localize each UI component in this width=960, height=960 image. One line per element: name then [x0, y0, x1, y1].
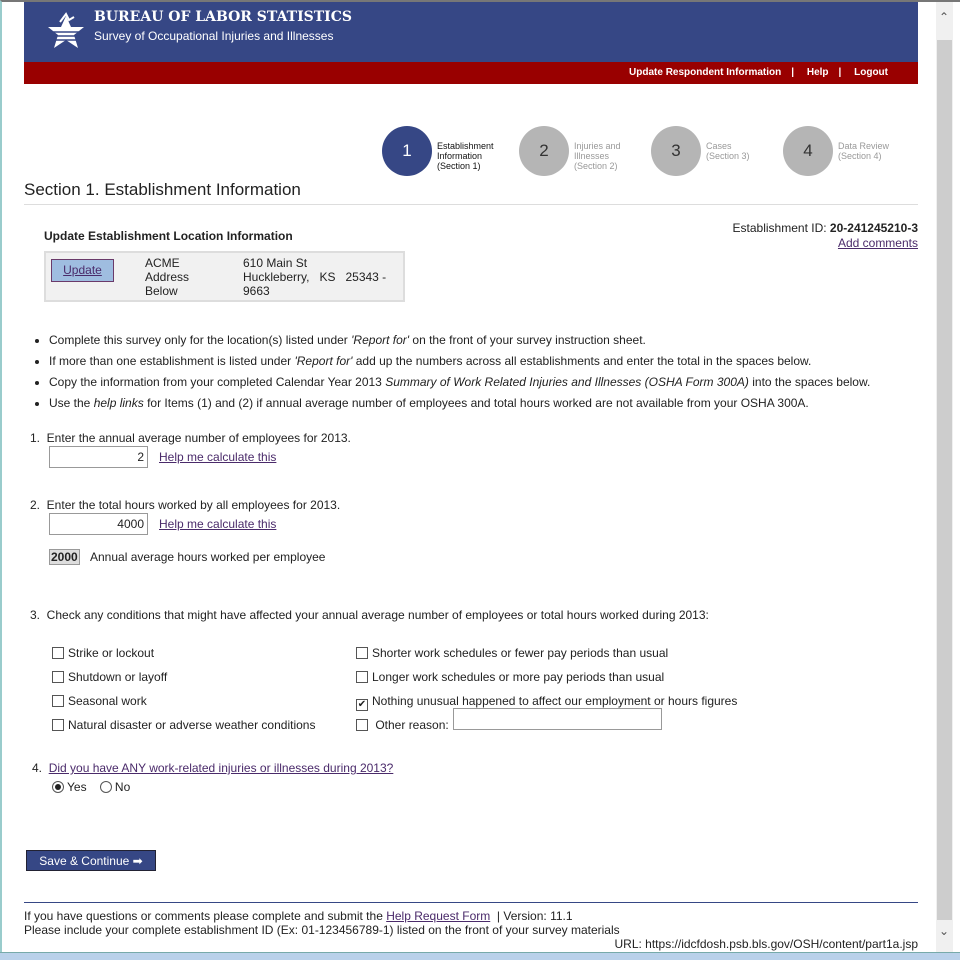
checkbox-shorter[interactable]: Shorter work schedules or fewer pay periods than usual — [356, 641, 737, 665]
establishment-id-value: 20-241245210-3 — [829, 221, 918, 235]
logout-link[interactable]: Logout — [854, 67, 888, 78]
checkbox[interactable] — [356, 671, 368, 683]
section-title: Section 1. Establishment Information — [24, 180, 918, 205]
step-label: Injuries and Illnesses (Section 2) — [574, 141, 621, 171]
checkbox-longer[interactable]: Longer work schedules or more pay periods than usual — [356, 665, 737, 689]
window-bottom-border — [0, 952, 960, 960]
progress-steps — [382, 126, 902, 178]
q3-label: 3. Check any conditions that might have affected your annual average number of employees or total hours worked during 2013: — [30, 608, 709, 622]
step-label: Establishment Information (Section 1) — [437, 141, 494, 171]
save-continue-button[interactable]: Save & Continue ➡ — [26, 850, 156, 871]
step-circle: 3 — [651, 126, 701, 176]
step-circle: 1 — [382, 126, 432, 176]
instruction-item: • Use the help links for Items (1) and (2) if annual average number of employees and total hours worked are not available from your OSHA 300A. — [49, 393, 924, 414]
establishment-id — [733, 221, 918, 251]
scrollbar-thumb[interactable] — [937, 40, 952, 920]
vertical-scrollbar[interactable] — [936, 2, 953, 952]
other-reason-input[interactable] — [453, 708, 662, 730]
q4-definition-link[interactable]: Did you have ANY work-related injuries or illnesses during 2013? — [48, 761, 394, 775]
bls-star-logo-icon — [46, 12, 86, 50]
instruction-item: • Complete this survey only for the location(s) listed under 'Report for' on the front of your survey instruction sheet. — [49, 330, 924, 351]
version: | Version: 11.1 — [496, 909, 573, 923]
step-label: Data Review (Section 4) — [838, 141, 890, 161]
q4-options: Yes No — [52, 780, 130, 794]
checkbox[interactable] — [52, 695, 64, 707]
q1-label: 1. Enter the annual average number of employees for 2013. — [30, 431, 351, 445]
scroll-up-icon[interactable]: ⌃ — [939, 10, 950, 24]
establishment-name: ACME Address Below — [145, 256, 190, 298]
step-2 — [519, 126, 621, 176]
instruction-item: • Copy the information from your completed Calendar Year 2013 Summary of Work Related Injuries and Illnesses (OSHA Form 300A) into the spaces below. — [49, 372, 924, 393]
checkbox-strike[interactable]: Strike or lockout — [52, 641, 315, 665]
agency-title: BUREAU OF LABOR STATISTICS — [94, 9, 352, 25]
q2-help-link[interactable]: Help me calculate this — [159, 517, 277, 531]
step-3 — [651, 126, 750, 176]
location-box — [44, 251, 405, 302]
checkbox-shutdown[interactable]: Shutdown or layoff — [52, 665, 315, 689]
q2-label: 2. Enter the total hours worked by all employees for 2013. — [30, 498, 341, 512]
checkbox-seasonal[interactable]: Seasonal work — [52, 689, 315, 713]
step-4 — [783, 126, 890, 176]
update-respondent-link[interactable]: Update Respondent Information — [629, 67, 782, 78]
checkbox[interactable] — [356, 647, 368, 659]
establishment-id-label: Establishment ID: — [732, 221, 827, 235]
checkbox[interactable] — [52, 647, 64, 659]
employees-input[interactable]: 2 — [49, 446, 148, 468]
bls-banner — [24, 2, 918, 62]
add-comments-link[interactable]: Add comments — [837, 236, 918, 250]
checkbox[interactable] — [356, 719, 368, 731]
step-label: Cases (Section 3) — [706, 141, 750, 161]
checkbox[interactable] — [52, 671, 64, 683]
conditions-left — [52, 641, 315, 737]
hours-input[interactable]: 4000 — [49, 513, 148, 535]
checkbox-nothing-unusual[interactable]: ✔ Nothing unusual happened to affect our employment or hours figures — [357, 694, 738, 710]
scroll-down-icon[interactable]: ⌄ — [939, 924, 950, 938]
checkbox[interactable] — [52, 719, 64, 731]
step-1 — [382, 126, 494, 176]
update-location-button[interactable]: Update — [51, 259, 114, 282]
help-request-form-link[interactable]: Help Request Form — [386, 909, 491, 923]
checkbox-other[interactable]: Other reason: — [356, 713, 737, 737]
avg-hours-label: Annual average hours worked per employee — [90, 550, 326, 564]
top-nav: Update Respondent Information | Help | Logout — [24, 62, 918, 84]
help-link[interactable]: Help — [806, 67, 829, 78]
checkmark-icon[interactable]: ✔ — [357, 699, 367, 710]
step-circle: 4 — [783, 126, 833, 176]
radio-yes[interactable] — [52, 781, 64, 793]
instruction-item: • If more than one establishment is listed under 'Report for' add up the numbers across all establishments and enter the total in the spaces below. — [49, 351, 924, 372]
q1-help-link[interactable]: Help me calculate this — [159, 450, 277, 464]
footer: If you have questions or comments please complete and submit the Help Request Form | Version: 11.1 Please include your complete establishment ID (Ex: 01-123456789-1) listed on the front of your survey materials URL: https://idcfdosh.psb.bls.gov/OSH/content/part1a.jsp — [24, 902, 918, 951]
avg-hours-value: 2000 — [51, 550, 78, 564]
instructions-list — [34, 330, 924, 414]
survey-subtitle: Survey of Occupational Injuries and Illnesses — [94, 29, 334, 43]
radio-no[interactable] — [100, 781, 112, 793]
checkbox-disaster[interactable]: Natural disaster or adverse weather conditions — [52, 713, 315, 737]
establishment-address: 610 Main St Huckleberry, KS 25343 - 9663 — [243, 256, 387, 298]
page-url: URL: https://idcfdosh.psb.bls.gov/OSH/content/part1a.jsp — [614, 937, 918, 951]
location-heading: Update Establishment Location Information — [44, 229, 293, 243]
q4-label: 4. Did you have ANY work-related injuries or illnesses during 2013? — [32, 761, 394, 775]
step-circle: 2 — [519, 126, 569, 176]
footer-note: Please include your complete establishment ID (Ex: 01-123456789-1) listed on the front of your survey materials — [24, 923, 620, 937]
page-header — [24, 2, 918, 84]
